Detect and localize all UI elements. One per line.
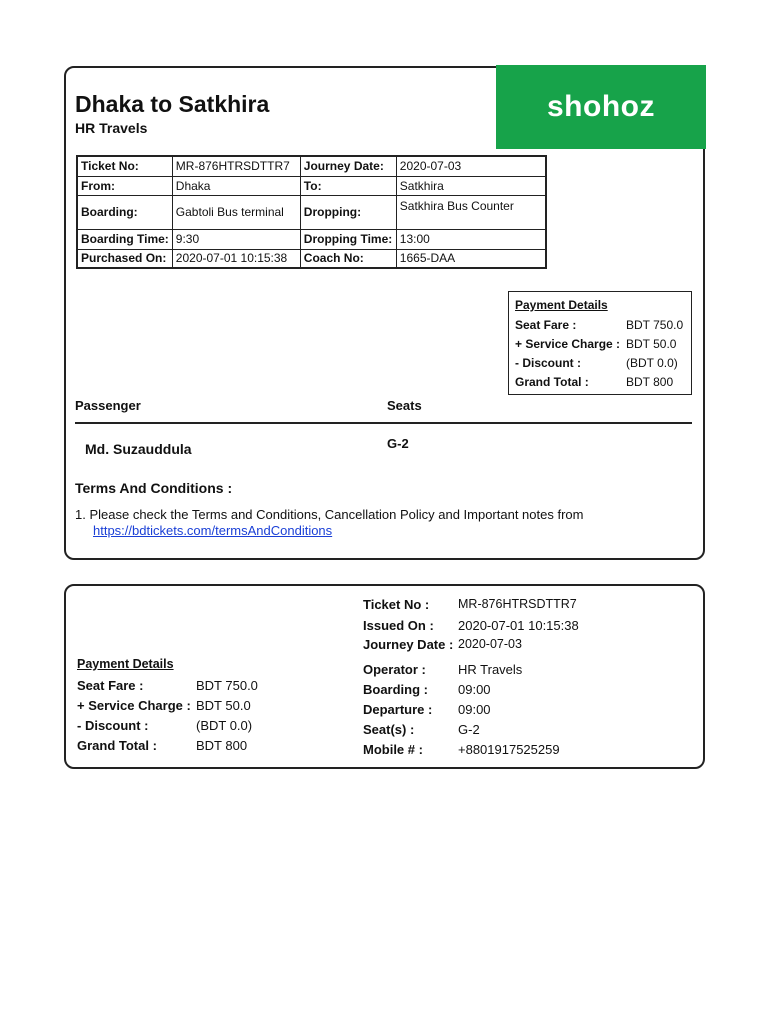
discount-value: (BDT 0.0): [626, 356, 678, 370]
journey-info-table: [76, 155, 547, 269]
stub-seats-value: G-2: [458, 722, 480, 737]
coach-no-value: 1665-DAA: [396, 249, 546, 268]
ticket-no-label: Ticket No:: [77, 156, 172, 176]
dropping-time-value: 13:00: [396, 229, 546, 249]
logo-text: shohoz: [547, 90, 655, 123]
seat-fare-value: BDT 750.0: [626, 318, 684, 332]
stub-seats-label: Seat(s) :: [363, 722, 415, 737]
route-title: Dhaka to Satkhira: [75, 91, 270, 117]
service-charge-label: + Service Charge :: [515, 337, 621, 351]
service-charge-value: BDT 50.0: [626, 337, 677, 351]
brand-logo: [496, 65, 706, 149]
stub-grand-total-value: BDT 800: [196, 738, 248, 753]
dropping-value: Satkhira Bus Counter: [396, 195, 546, 229]
stub-journey-date-label: Journey Date :: [363, 637, 454, 652]
coach-no-label: Coach No:: [300, 249, 396, 268]
seats-header: Seats: [387, 398, 422, 413]
stub-operator-label: Operator :: [363, 662, 426, 677]
stub-departure-label: Departure :: [363, 702, 433, 717]
stub-grand-total-label: Grand Total :: [77, 738, 157, 753]
stub-issued-on-value: 2020-07-01 10:15:38: [458, 618, 579, 633]
dropping-time-label: Dropping Time:: [300, 229, 396, 249]
terms-link[interactable]: https://bdtickets.com/termsAndConditions: [93, 523, 333, 538]
to-value: Satkhira: [396, 176, 546, 195]
to-label: To:: [300, 176, 396, 195]
dropping-label: Dropping:: [300, 195, 396, 229]
boarding-time-label: Boarding Time:: [77, 229, 172, 249]
stub-mobile-label: Mobile # :: [363, 742, 423, 757]
passenger-seat: G-2: [387, 436, 409, 451]
stub-boarding-label: Boarding :: [363, 682, 428, 697]
stub-seat-fare-value: BDT 750.0: [196, 678, 258, 693]
terms-line-1: 1. Please check the Terms and Conditions, Cancellation Policy and Important notes from: [75, 507, 584, 522]
passenger-header: Passenger: [75, 398, 141, 413]
stub-mobile-value: +8801917525259: [458, 742, 560, 757]
stub-ticket-no-label: Ticket No :: [363, 597, 430, 612]
stub-seat-fare-label: Seat Fare :: [77, 678, 144, 693]
payment-details-box: [508, 291, 692, 395]
ticket-no-value: MR-876HTRSDTTR7: [172, 156, 300, 176]
stub-service-charge-label: + Service Charge :: [77, 698, 191, 713]
seat-fare-label: Seat Fare :: [515, 318, 577, 332]
stub-discount-value: (BDT 0.0): [196, 718, 253, 733]
stub-journey-date-value: 2020-07-03: [458, 637, 522, 651]
payment-details-title: Payment Details: [515, 298, 608, 312]
passenger-divider: [75, 422, 692, 424]
journey-date-value: 2020-07-03: [396, 156, 546, 176]
stub-payment-title: Payment Details: [77, 657, 174, 671]
boarding-label: Boarding:: [77, 195, 172, 229]
from-label: From:: [77, 176, 172, 195]
stub-boarding-value: 09:00: [458, 682, 491, 697]
stub-departure-value: 09:00: [458, 702, 491, 717]
operator-name: HR Travels: [75, 120, 148, 136]
passenger-name: Md. Suzauddula: [85, 441, 192, 457]
stub-operator-value: HR Travels: [458, 662, 523, 677]
from-value: Dhaka: [172, 176, 300, 195]
purchased-on-value: 2020-07-01 10:15:38: [172, 249, 300, 268]
terms-title: Terms And Conditions :: [75, 480, 233, 496]
grand-total-value: BDT 800: [626, 375, 674, 389]
stub-issued-on-label: Issued On :: [363, 618, 434, 633]
journey-date-label: Journey Date:: [300, 156, 396, 176]
boarding-time-value: 9:30: [172, 229, 300, 249]
stub-discount-label: - Discount :: [77, 718, 149, 733]
stub-service-charge-value: BDT 50.0: [196, 698, 251, 713]
grand-total-label: Grand Total :: [515, 375, 589, 389]
discount-label: - Discount :: [515, 356, 581, 370]
purchased-on-label: Purchased On:: [77, 249, 172, 268]
stub-ticket-no-value: MR-876HTRSDTTR7: [458, 597, 577, 611]
boarding-value: Gabtoli Bus terminal: [172, 195, 300, 229]
